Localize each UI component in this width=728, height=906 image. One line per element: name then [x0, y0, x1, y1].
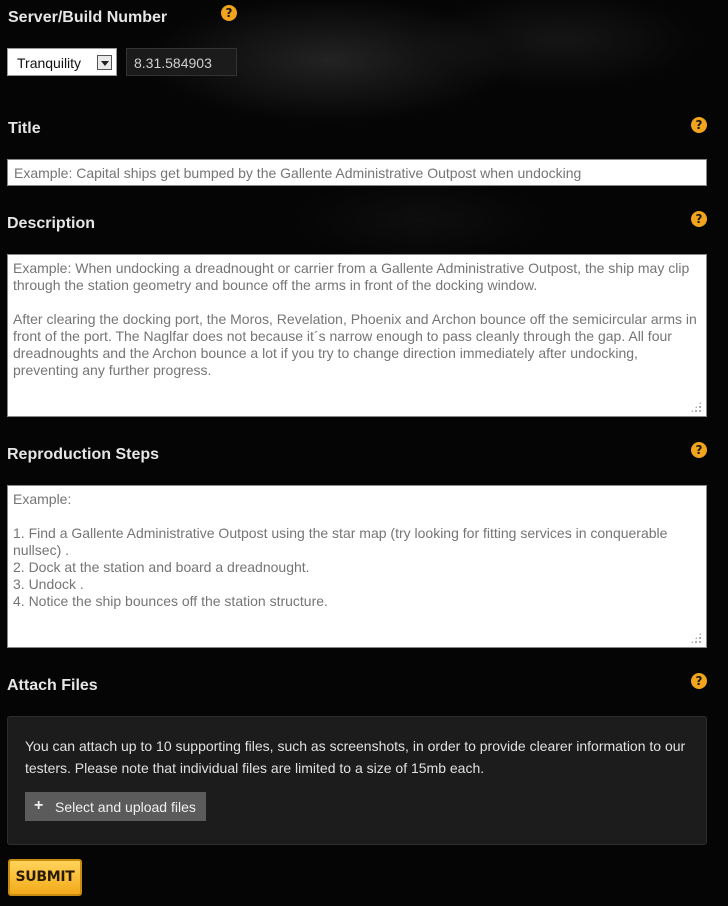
submit-button[interactable]: SUBMIT	[8, 859, 82, 896]
help-icon[interactable]: ?	[691, 211, 707, 227]
help-icon[interactable]: ?	[221, 5, 237, 21]
build-number-field: 8.31.584903	[126, 48, 237, 76]
server-select[interactable]	[7, 48, 117, 76]
help-icon[interactable]: ?	[691, 442, 707, 458]
help-icon[interactable]: ?	[691, 673, 707, 689]
upload-files-label: Select and upload files	[55, 799, 196, 815]
chevron-down-icon[interactable]	[97, 55, 112, 70]
repro-steps-textarea[interactable]	[7, 485, 707, 648]
repro-steps-label: Reproduction Steps	[7, 446, 160, 463]
server-build-label: Server/Build Number	[8, 9, 168, 26]
server-select-value: Tranquility	[17, 55, 82, 71]
description-textarea[interactable]	[7, 254, 707, 417]
help-icon[interactable]: ?	[691, 117, 707, 133]
attach-files-panel	[7, 716, 707, 845]
description-label: Description	[7, 215, 96, 232]
attach-info-text: You can attach up to 10 supporting files, such as screenshots, in order to provide clearer information to our testers. Please note that individual files are limited to a size of 15mb each.	[25, 738, 686, 776]
title-label: Title	[8, 120, 41, 137]
upload-files-button[interactable]	[25, 792, 206, 821]
plus-icon: +	[34, 797, 44, 814]
attach-files-label: Attach Files	[7, 677, 98, 694]
title-input[interactable]	[7, 159, 707, 186]
